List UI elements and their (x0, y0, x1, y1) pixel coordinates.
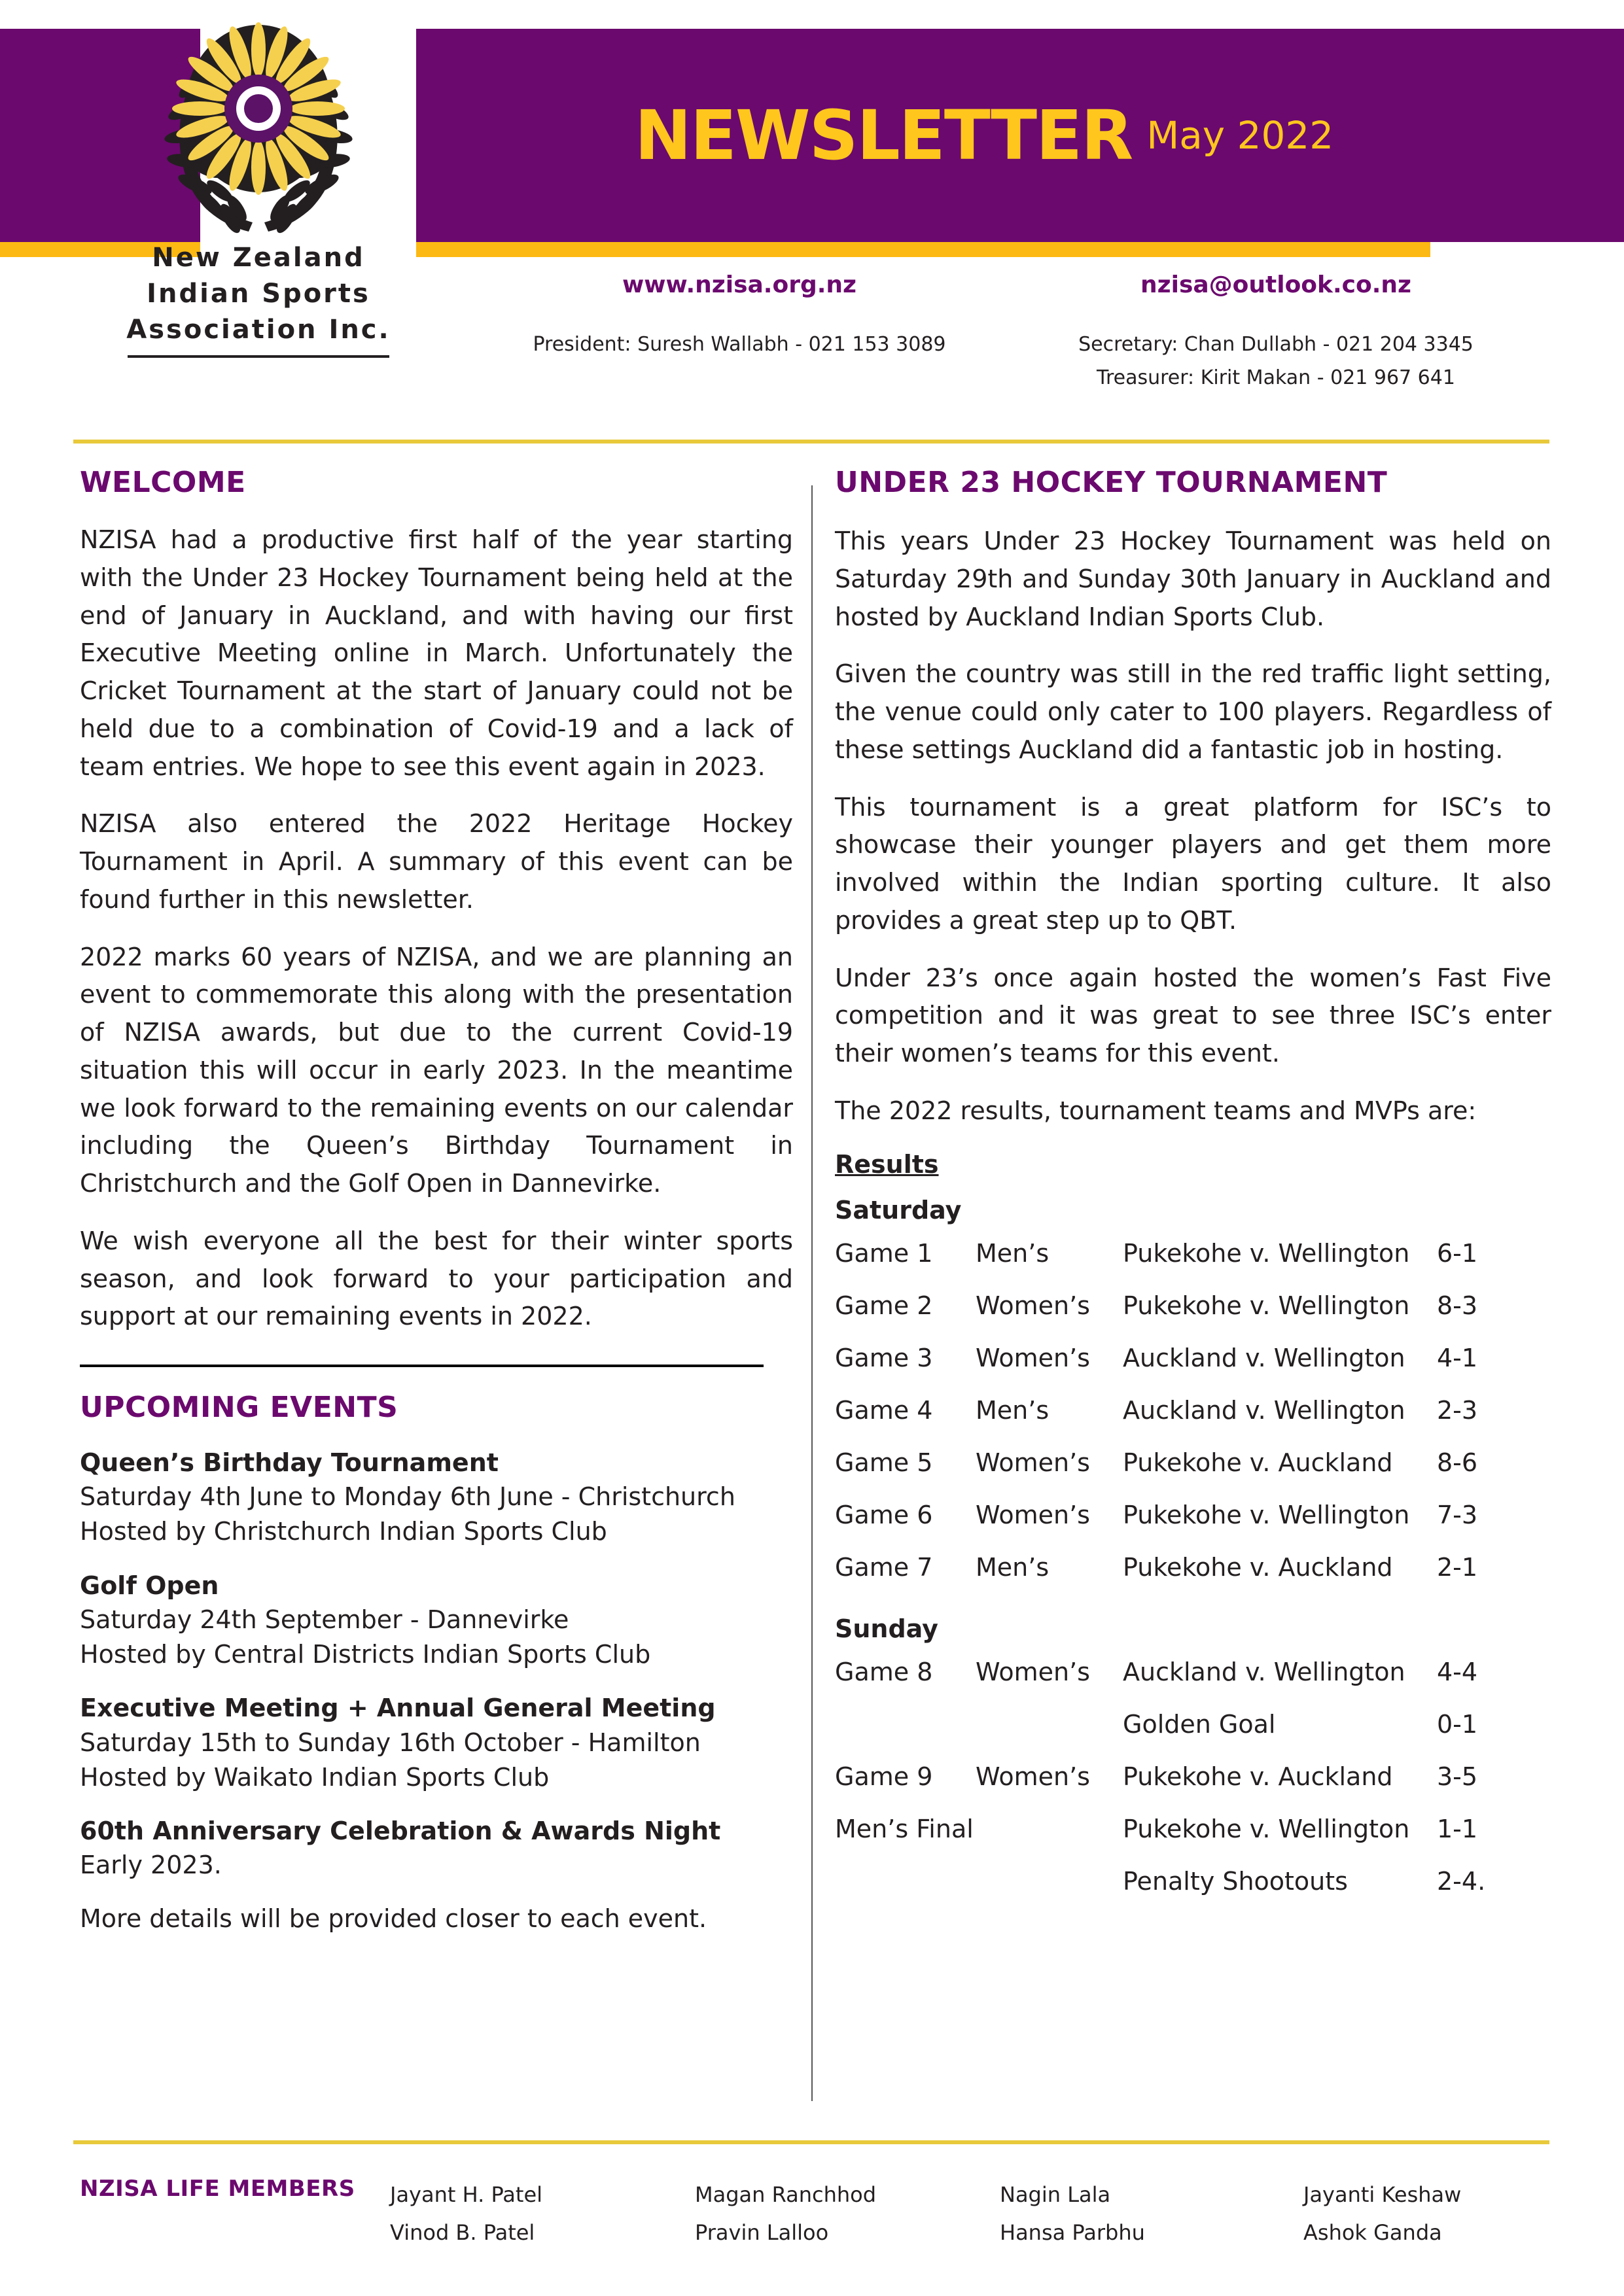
event-item (80, 1692, 793, 1795)
treasurer-contact: Treasurer: Kirit Makan - 021 967 641 (1097, 366, 1455, 389)
table-row (835, 1815, 1496, 1867)
game-score: 0-1 (1437, 1709, 1478, 1739)
tournament-heading: UNDER 23 HOCKEY TOURNAMENT (835, 466, 1388, 499)
contact-column-right (1021, 271, 1531, 392)
event-item (80, 1569, 793, 1673)
email-link[interactable]: nzisa@outlook.co.nz (1140, 271, 1411, 298)
game-grade: Men’s (976, 1395, 1050, 1425)
life-member-name: Magan Ranchhod (695, 2182, 877, 2207)
tournament-paragraph: The 2022 results, tournament teams and MVPs are: (835, 1096, 1477, 1125)
life-members-label: NZISA LIFE MEMBERS (80, 2176, 355, 2202)
table-row (835, 1658, 1496, 1710)
newsletter-title-block (416, 29, 1624, 242)
game-score: 4-1 (1437, 1343, 1478, 1372)
event-title: Queen’s Birthday Tournament (80, 1448, 499, 1477)
table-row (835, 1553, 1496, 1605)
sunday-heading: Sunday (835, 1614, 938, 1643)
life-member-name: Nagin Lala (1000, 2182, 1111, 2207)
newsletter-body (0, 466, 1624, 2101)
saturday-heading: Saturday (835, 1195, 962, 1225)
newsletter-title: NEWSLETTER (634, 96, 1133, 175)
life-member-name: Ashok Ganda (1303, 2220, 1442, 2246)
welcome-paragraph: NZISA had a productive first half of the year starting with the Under 23 Hockey Tournament being held at the end of January in Auckland, and with having our first Executive Meeting online in March. Unfortunately the Cricket Tournament at the start of January could not be held due to a combination of Covid-19 and a lack of team entries. We hope to see this event again in 2023. (80, 525, 793, 781)
game-label (835, 1867, 976, 1919)
game-grade (976, 1867, 1123, 1919)
secretary-contact: Secretary: Chan Dullabh - 021 204 3345 (1078, 333, 1474, 356)
table-row (835, 1396, 1496, 1448)
game-label: Game 6 (835, 1500, 933, 1529)
logo-line-1: New Zealand (152, 243, 365, 273)
game-label: Game 1 (835, 1238, 933, 1268)
game-score: 8-6 (1437, 1448, 1478, 1477)
logo-underline (128, 355, 389, 358)
life-members-column (1000, 2176, 1145, 2252)
game-score: 1-1 (1437, 1814, 1478, 1843)
game-match: Pukekohe v. Auckland (1123, 1762, 1393, 1791)
event-host: Hosted by Christchurch Indian Sports Club (80, 1517, 607, 1546)
game-match: Auckland v. Wellington (1123, 1395, 1405, 1425)
life-members-column (695, 2176, 876, 2252)
table-row (835, 1762, 1496, 1815)
game-score: 2-3 (1437, 1395, 1478, 1425)
game-match: Pukekohe v. Wellington (1123, 1238, 1410, 1268)
game-grade: Men’s (976, 1238, 1050, 1268)
welcome-heading: WELCOME (80, 466, 246, 499)
game-label: Game 7 (835, 1552, 933, 1582)
game-label (835, 1710, 976, 1762)
left-column (80, 466, 793, 1933)
life-members-column (1303, 2176, 1461, 2252)
column-divider (811, 485, 813, 2101)
table-row (835, 1501, 1496, 1553)
game-match: Pukekohe v. Wellington (1123, 1500, 1410, 1529)
newsletter-issue-date: May 2022 (1146, 113, 1334, 158)
tournament-paragraph: Given the country was still in the red traffic light setting, the venue could only cater to 100 players. Regardless of these settings Auckland did a fantastic job in hosting. (835, 659, 1551, 764)
page-footer (0, 2159, 1624, 2296)
game-grade: Women’s (976, 1448, 1090, 1477)
event-item (80, 1815, 793, 1883)
section-separator (80, 1365, 764, 1367)
sunday-results-table (835, 1658, 1496, 1919)
contact-column-left (504, 271, 975, 359)
upcoming-events-heading: UPCOMING EVENTS (80, 1391, 398, 1424)
game-grade: Women’s (976, 1762, 1090, 1791)
organisation-logo (95, 12, 422, 358)
results-heading: Results (835, 1149, 939, 1179)
logo-wordmark (95, 240, 422, 349)
header-gold-bar-main (416, 242, 1430, 257)
events-footnote: More details will be provided closer to each event. (80, 1904, 707, 1933)
game-grade (976, 1815, 1123, 1867)
saturday-results-table (835, 1239, 1496, 1605)
game-label: Game 4 (835, 1395, 933, 1425)
game-label: Game 9 (835, 1762, 933, 1791)
table-row (835, 1239, 1496, 1291)
game-match: Pukekohe v. Auckland (1123, 1448, 1393, 1477)
game-match: Pukekohe v. Wellington (1123, 1814, 1410, 1843)
life-member-name: Pravin Lalloo (695, 2220, 829, 2246)
tournament-paragraph: This tournament is a great platform for ISC’s to showcase their younger players and get them more involved within the Indian sporting culture. It also provides a great step up to QBT. (835, 792, 1551, 935)
event-title: Golf Open (80, 1571, 219, 1600)
footer-divider-rule (73, 2140, 1549, 2144)
table-row (835, 1867, 1496, 1919)
table-row (835, 1448, 1496, 1501)
game-grade: Women’s (976, 1657, 1090, 1686)
game-label: Men’s Final (835, 1814, 974, 1843)
game-score: 3-5 (1437, 1762, 1478, 1791)
game-score: 7-3 (1437, 1500, 1478, 1529)
game-grade: Women’s (976, 1343, 1090, 1372)
header-divider-rule (73, 440, 1549, 444)
tournament-paragraph: Under 23’s once again hosted the women’s Fast Five competition and it was great to see three ISC’s enter their women’s teams for this event. (835, 963, 1551, 1068)
life-members-column (390, 2176, 542, 2252)
game-label: Game 8 (835, 1657, 933, 1686)
game-score: 6-1 (1437, 1238, 1478, 1268)
game-match: Auckland v. Wellington (1123, 1343, 1405, 1372)
game-score: 4-4 (1437, 1657, 1478, 1686)
game-match: Pukekohe v. Wellington (1123, 1291, 1410, 1320)
game-grade: Women’s (976, 1291, 1090, 1320)
game-score: 2-1 (1437, 1552, 1478, 1582)
life-member-name: Jayanti Keshaw (1303, 2182, 1462, 2207)
game-match: Pukekohe v. Auckland (1123, 1552, 1393, 1582)
game-score: 2-4. (1437, 1866, 1486, 1896)
game-label: Game 2 (835, 1291, 933, 1320)
game-grade (976, 1710, 1123, 1762)
table-row (835, 1291, 1496, 1344)
game-label: Game 3 (835, 1343, 933, 1372)
event-host: Hosted by Central Districts Indian Sports Club (80, 1640, 651, 1669)
contact-block (458, 271, 1531, 402)
welcome-paragraph: NZISA also entered the 2022 Heritage Hockey Tournament in April. A summary of this event can be found further in this newsletter. (80, 809, 793, 914)
life-member-name: Vinod B. Patel (390, 2220, 535, 2246)
game-score: 8-3 (1437, 1291, 1478, 1320)
game-match: Golden Goal (1123, 1709, 1276, 1739)
event-title: Executive Meeting + Annual General Meeting (80, 1694, 716, 1723)
logo-line-3: Association Inc. (126, 315, 391, 345)
logo-line-2: Indian Sports (147, 279, 370, 309)
event-host: Hosted by Waikato Indian Sports Club (80, 1762, 550, 1792)
event-date: Saturday 4th June to Monday 6th June - Christchurch (80, 1482, 735, 1512)
welcome-paragraph: 2022 marks 60 years of NZISA, and we are planning an event to commemorate this along with the presentation of NZISA awards, but due to the current Covid-19 situation this will occur in early 2023. In the meantime we look forward to the remaining events on our calendar including the Queen’s Birthday Tournament in Christchurch and the Golf Open in Dannevirke. (80, 942, 793, 1198)
event-date: Saturday 15th to Sunday 16th October - Hamilton (80, 1728, 701, 1757)
right-column (835, 466, 1551, 1926)
table-row (835, 1344, 1496, 1396)
nzisa-crest-icon (137, 12, 380, 237)
game-match: Auckland v. Wellington (1123, 1657, 1405, 1686)
website-link[interactable]: www.nzisa.org.nz (622, 271, 856, 298)
event-item (80, 1446, 793, 1550)
life-member-name: Jayant H. Patel (390, 2182, 543, 2207)
tournament-paragraph: This years Under 23 Hockey Tournament was held on Saturday 29th and Sunday 30th January in Auckland and hosted by Auckland Indian Sports Club. (835, 527, 1551, 631)
game-match: Penalty Shootouts (1123, 1866, 1348, 1896)
game-grade: Men’s (976, 1552, 1050, 1582)
welcome-paragraph: We wish everyone all the best for their winter sports season, and look forward to your participation and support at our remaining events in 2022. (80, 1226, 793, 1331)
event-date: Early 2023. (80, 1851, 222, 1880)
event-title: 60th Anniversary Celebration & Awards Night (80, 1817, 721, 1846)
table-row (835, 1710, 1496, 1762)
event-date: Saturday 24th September - Dannevirke (80, 1605, 569, 1634)
life-member-name: Hansa Parbhu (1000, 2220, 1145, 2246)
game-grade: Women’s (976, 1500, 1090, 1529)
game-label: Game 5 (835, 1448, 933, 1477)
president-contact: President: Suresh Wallabh - 021 153 3089 (533, 333, 946, 356)
